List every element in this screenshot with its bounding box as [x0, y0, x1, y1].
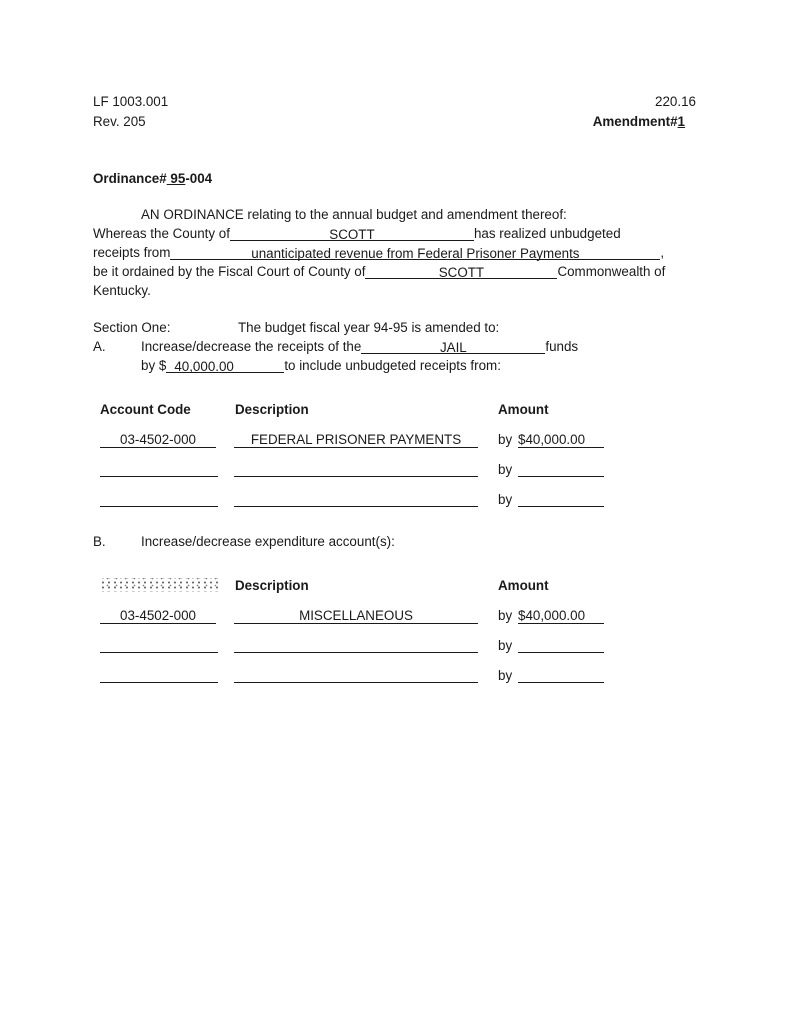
- whereas-suffix: has realized unbudgeted: [473, 226, 621, 241]
- expenditure-row-3-description: [234, 682, 478, 683]
- revision: Rev. 205: [93, 114, 146, 129]
- section-one-label: Section One:: [93, 320, 171, 335]
- ordinance-number: [93, 172, 212, 185]
- expenditure-row-1-amount: $40,000.00: [518, 609, 604, 624]
- section-b-text: Increase/decrease expenditure account(s):: [141, 534, 395, 549]
- receipts-row-1-amount: $40,000.00: [518, 433, 604, 448]
- fund-field: JAIL: [361, 340, 545, 354]
- receipts-header-account-code: Account Code: [100, 402, 191, 417]
- section-a-line: [141, 340, 578, 354]
- receipts-row-1-description: FEDERAL PRISONER PAYMENTS: [234, 433, 478, 448]
- ordained-suffix: Commonwealth of: [557, 264, 666, 279]
- expenditure-row-2-amount: [518, 652, 604, 653]
- section-b-label: B.: [93, 534, 106, 549]
- expenditure-row-3-account-code: [100, 682, 218, 683]
- form-code: LF 1003.001: [93, 94, 169, 109]
- receipts-row-2-by: by: [498, 462, 513, 477]
- receipts-line: [93, 246, 664, 260]
- receipts-row-3-account-code: [100, 506, 218, 507]
- section-a-suffix: funds: [545, 339, 579, 354]
- section-one-text: The budget fiscal year 94-95 is amended to:: [238, 320, 500, 335]
- receipts-row-2-account-code: [100, 476, 218, 477]
- illegible-account-code-header: [100, 578, 222, 592]
- ordained-prefix: be it ordained by the Fiscal Court of County of: [93, 264, 366, 279]
- by-suffix: to include unbudgeted receipts from:: [284, 358, 501, 373]
- section-a-label: A.: [93, 339, 106, 354]
- expenditure-header-amount: Amount: [498, 578, 549, 593]
- receipts-row-2-amount: [518, 476, 604, 477]
- section-a-prefix: Increase/decrease the receipts of the: [141, 339, 362, 354]
- by-amount-line: [141, 359, 501, 373]
- receipts-prefix: receipts from: [93, 245, 171, 260]
- ordinance-year: 95: [170, 171, 186, 186]
- doc-number: 220.16: [655, 94, 696, 109]
- county-field: SCOTT: [230, 227, 474, 241]
- whereas-line: [93, 227, 621, 241]
- ordinance-suffix: -004: [185, 171, 213, 186]
- receipts-header-description: Description: [235, 402, 309, 417]
- ordained-county-field: SCOTT: [365, 265, 557, 279]
- by-amount-field: 40,000.00: [166, 359, 284, 373]
- receipts-row-3-amount: [518, 506, 604, 507]
- receipts-row-3-description: [234, 506, 478, 507]
- receipts-suffix: ,: [660, 245, 665, 260]
- expenditure-row-2-description: [234, 652, 478, 653]
- expenditure-row-1-account-code: 03-4502-000: [100, 609, 216, 624]
- expenditure-header-description: Description: [235, 578, 309, 593]
- whereas-prefix: Whereas the County of: [93, 226, 230, 241]
- ordained-line: [93, 265, 665, 279]
- amendment-label: [593, 115, 685, 128]
- receipts-row-3-by: by: [498, 492, 513, 507]
- expenditure-row-2-account-code: [100, 652, 218, 653]
- receipts-row-2-description: [234, 476, 478, 477]
- receipts-row-1-account-code: 03-4502-000: [100, 433, 216, 448]
- ordinance-label: Ordinance#: [93, 171, 167, 186]
- state: Kentucky.: [93, 283, 151, 298]
- amendment-number: 1: [677, 114, 685, 129]
- receipts-row-1-by: by: [498, 432, 513, 447]
- expenditure-row-1-by: by: [498, 608, 513, 623]
- preamble-intro: AN ORDINANCE relating to the annual budget and amendment thereof:: [141, 207, 567, 222]
- receipts-source-field: unanticipated revenue from Federal Prisoner Payments: [170, 246, 660, 260]
- expenditure-row-1-description: MISCELLANEOUS: [234, 609, 478, 624]
- receipts-header-amount: Amount: [498, 402, 549, 417]
- amendment-label-text: Amendment#: [592, 114, 678, 129]
- expenditure-row-2-by: by: [498, 638, 513, 653]
- expenditure-row-3-amount: [518, 682, 604, 683]
- expenditure-row-3-by: by: [498, 668, 513, 683]
- by-prefix: by $: [141, 358, 167, 373]
